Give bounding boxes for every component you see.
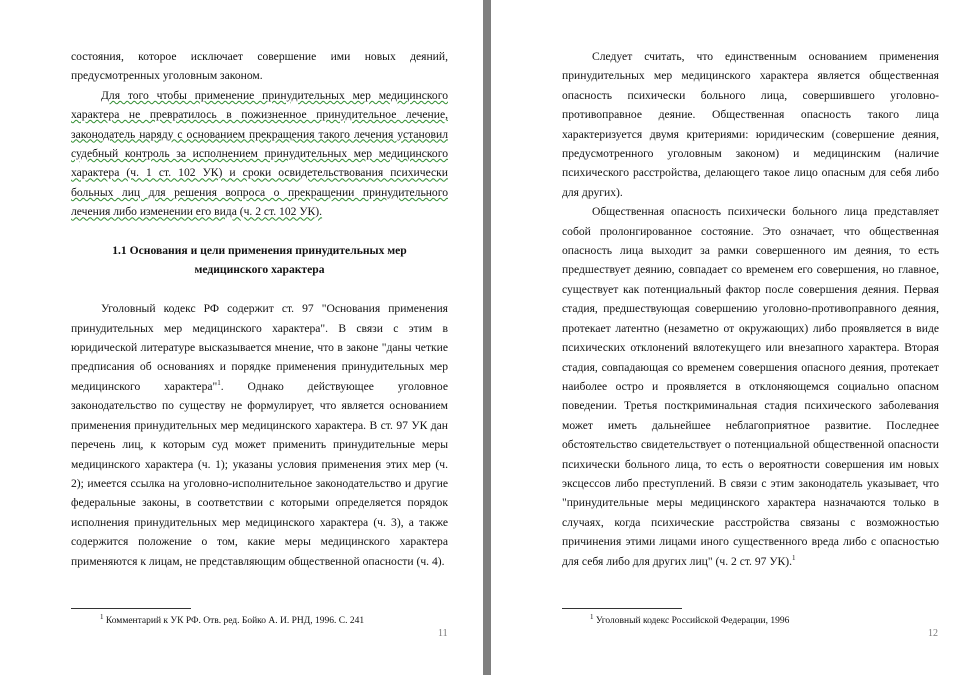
right-page-body — [562, 47, 939, 571]
footnote-separator — [562, 608, 682, 609]
paragraph-prolonged-state — [562, 202, 939, 571]
paragraph-article-97 — [71, 299, 448, 571]
paragraph-prolonged-state-text: Общественная опасность психически больного лица представляет собой пролонгированное состояние. Это означает, что общественная опасность лица выходит за рамки совершенного им деяния, то есть предшествует деянию, совпадает со временем его совершения, но главное, существует как потенциальный фактор после совершения деяния. Первая стадия, предшествующая совершению уголовно-противоправного деяния, протекает латентно (незаметно от окружающих) либо проявляется в виде психических отклонений вялотекущего или внезапного характера. Вторая стадия, совпадающая со временем совершения опасного деяния, протекает наиболее остро и проявляется в отклоняющемся социально опасном поведении. Третья посткриминальная стадия психического заболевания может иметь дальнейшее неблагоприятное развитие. Последнее обстоятельство свидетельствует о потенциальной общественной опасности психически больного лица, то есть о вероятности совершения им новых эксцессов либо преступлений. В связи с этим законодатель указывает, что "принудительные меры медицинского характера назначаются только в случаях, когда психические расстройства связаны с возможностью причинения этими лицами иного существенного вреда либо с опасностью для себя либо для других лиц" (ч. 2 ст. 97 УК). — [562, 205, 939, 568]
paragraph-court-control: Для того чтобы применение принудительных мер медицинского характера не превратилось в пожизненное принудительное лечение, законодатель наряду с основанием прекращения такого лечения установил судебный контроль за исполнением принудительных мер медицинского характера (ч. 1 ст. 102 УК) и сроки освидетельствования психически больных лиц для решения вопроса о прекращении принудительного лечения либо изменении его вида (ч. 2 ст. 102 УК). — [71, 88, 448, 219]
footnote-number: 1 — [590, 612, 594, 621]
paragraph-article-97-part2: . Однако действующее уголовное законодательство по существу не формулирует, что является основанием применения принудительных мер медицинского характера. В ст. 97 УК дан перечень лиц, к которым суд может применить принудительные меры медицинского характера (ч. 1); указаны условия применения этих мер (ч. 2); имеется ссылка на уголовно-исполнительное законодательство и другие федеральные законы, в соответствии с которыми определяется порядок исполнения принудительных мер медицинского характера (ч. 3), а также содержится положение о том, какие меры медицинского характера применяются к лицам, не представляющим общественной опасности (ч. 4). — [71, 379, 449, 568]
footnote-text: Уголовный кодекс Российской Федерации, 1996 — [595, 616, 790, 626]
footnote-text: Комментарий к УК РФ. Отв. ред. Бойко А. И. РНД, 1996. С. 241 — [105, 616, 365, 626]
footnote — [590, 612, 940, 627]
section-heading-line2: медицинского характера — [194, 263, 325, 277]
section-heading-line1: 1.1 Основания и цели применения принудительных мер — [112, 244, 407, 258]
footnote-reference[interactable]: 1 — [792, 553, 796, 562]
footnote-separator — [71, 608, 191, 609]
footnote-reference[interactable]: 1 — [217, 379, 221, 388]
footnote-number: 1 — [100, 612, 104, 621]
paragraph-article-97-part1: Уголовный кодекс РФ содержит ст. 97 "Основания применения принудительных мер медицинского характера". В связи с этим в юридической литературе высказывается мнение, что в законе "даны четкие предписания об основаниях и порядке применения принудительных мер медицинского характера" — [71, 302, 448, 393]
paragraph-sole-basis: Следует считать, что единственным основанием применения принудительных мер медицинского характера является общественная опасность психически больного лица, совершившего уголовно-противоправное деяние. Общественная опасность такого лица характеризуется двумя критериями: юридическим (совершение деяния, предусмотренного уголовным законом) и медицинским (наличие психического расстройства, делающего такое лицо опасным для себя либо для других). — [562, 50, 939, 199]
footnote — [100, 612, 460, 627]
page-gutter — [483, 0, 491, 675]
page-number: 11 — [438, 628, 448, 639]
paragraph-continued: состояния, которое исключает совершение ими новых деяний, предусмотренных уголовным законом. — [71, 50, 448, 83]
left-page-body — [71, 47, 448, 571]
page-number: 12 — [928, 628, 938, 639]
